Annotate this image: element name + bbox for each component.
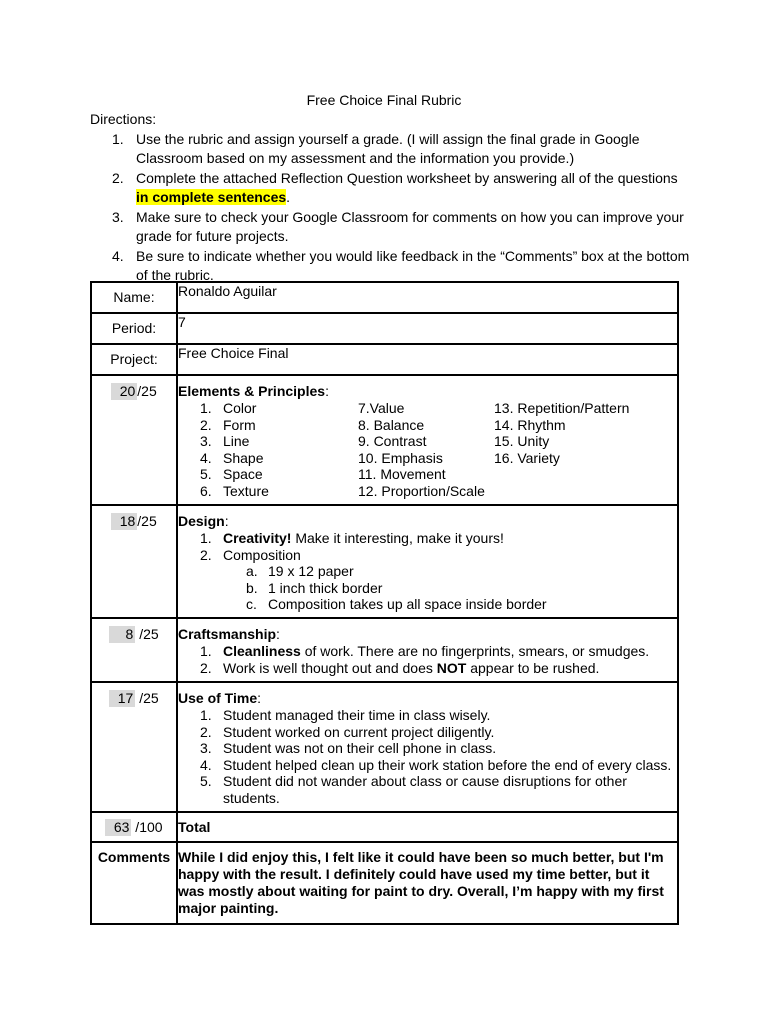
craft-item-text: of work. There are no fingerprints, smears, or smudges. [300, 643, 650, 659]
elements-heading: Elements & Principles [178, 383, 326, 399]
design-sub-list [178, 563, 677, 613]
time-score: 17 [109, 690, 135, 707]
list-item: 5. Space [200, 466, 263, 482]
time-item-text: Student worked on current project diligently. [223, 723, 495, 740]
project-value: Free Choice Final [177, 344, 678, 375]
rubric-table [90, 281, 679, 925]
list-item: 6. Texture [200, 482, 269, 499]
name-label: Name: [91, 282, 177, 313]
total-content [177, 812, 678, 842]
element-item: Space [223, 466, 263, 482]
design-heading-colon: : [224, 513, 229, 529]
list-item: 3. Student was not on their cell phone in class. [200, 740, 497, 756]
principle-item: 11. Movement [358, 466, 446, 482]
elements-grid [178, 400, 677, 499]
list-item: 2. Composition [200, 546, 301, 563]
direction-text: Complete the attached Reflection Question worksheet by answering all of the questions [136, 170, 678, 186]
list-item: 2. Form [200, 416, 256, 433]
list-item: 2. Work is well thought out and does NOT appear to be rushed. [200, 659, 600, 676]
principles-column-1 [358, 400, 494, 499]
element-item: Texture [223, 482, 269, 499]
list-item: 1. Color [200, 400, 257, 416]
craft-score-cell [91, 618, 177, 682]
direction-item [90, 169, 690, 206]
principle-item: 12. Proportion/Scale [358, 482, 485, 499]
time-heading: Use of Time [178, 690, 258, 706]
principle-item: 9. Contrast [358, 433, 427, 449]
design-score: 18 [111, 513, 137, 530]
craft-out-of: /25 [135, 626, 159, 642]
directions-section [90, 111, 690, 286]
list-item: 1. Cleanliness of work. There are no fingerprints, smears, or smudges. [200, 643, 650, 659]
comments-text: While I did enjoy this, I felt like it could have been so much better, but I'm happy with the result. I definitely could have used my time better, but it was mostly about waiting for paint to dry. Overall, I’m happy with my first major painting. [178, 849, 664, 916]
time-item-text: Student was not on their cell phone in class. [223, 740, 497, 756]
design-content [177, 505, 678, 618]
list-item: 1. Student managed their time in class wisely. [200, 707, 491, 723]
directions-list [90, 130, 690, 284]
craft-item-text-end: appear to be rushed. [466, 659, 600, 676]
principle-item: 13. Repetition/Pattern [494, 400, 630, 416]
highlighted-text: in complete sentences [136, 188, 287, 205]
list-item: c. Composition takes up all space inside border [246, 596, 547, 612]
craft-heading: Craftsmanship [178, 626, 277, 642]
principle-item: 10. Emphasis [358, 449, 443, 466]
list-item: 1. Creativity! Make it interesting, make it yours! [200, 530, 504, 546]
principle-item: 7.Value [358, 400, 405, 416]
name-value: Ronaldo Aguilar [177, 282, 678, 313]
time-item-text: Student did not wander about class or cause disruptions for other students. [223, 773, 627, 806]
design-list [178, 530, 677, 563]
elements-list [178, 400, 358, 499]
direction-item [90, 247, 690, 284]
craft-item-bold: Cleanliness [223, 643, 301, 659]
element-item: Line [223, 433, 250, 449]
time-heading-colon: : [257, 690, 261, 706]
elements-row [91, 375, 678, 505]
comments-content [177, 842, 678, 924]
time-item-text: Student managed their time in class wisely. [223, 707, 491, 723]
direction-text-end: . [286, 188, 291, 205]
design-heading: Design [178, 513, 225, 529]
direction-text: Make sure to check your Google Classroom for comments on how you can improve your grade for future projects. [136, 209, 684, 244]
principle-item: 8. Balance [358, 416, 425, 433]
design-row [91, 505, 678, 618]
direction-item [90, 130, 690, 167]
period-row [91, 313, 678, 344]
design-sub-item: Composition takes up all space inside border [268, 596, 547, 612]
elements-content [177, 375, 678, 505]
craft-content [177, 618, 678, 682]
period-value: 7 [177, 313, 678, 344]
project-label: Project: [91, 344, 177, 375]
list-item: 3. Line [200, 433, 250, 449]
craft-row [91, 618, 678, 682]
total-row [91, 812, 678, 842]
element-item: Color [223, 400, 257, 416]
direction-item [90, 208, 690, 245]
element-item: Shape [223, 449, 264, 466]
design-sub-item: 1 inch thick border [268, 579, 383, 596]
total-score-cell [91, 812, 177, 842]
direction-number: 1. [112, 131, 124, 147]
elements-heading-colon: : [325, 383, 329, 399]
elements-score-cell [91, 375, 177, 505]
time-score-cell [91, 682, 177, 812]
design-out-of: /25 [137, 513, 157, 529]
principle-item: 14. Rhythm [494, 416, 566, 433]
direction-text: Use the rubric and assign yourself a grade. (I will assign the final grade in Google Classroom based on my assessment and the information you provide.) [136, 131, 640, 166]
principles-column-2 [494, 400, 654, 499]
comments-row [91, 842, 678, 924]
directions-label: Directions: [90, 111, 157, 127]
principle-item: 16. Variety [494, 449, 560, 466]
craft-item-bold: NOT [436, 659, 467, 676]
time-row [91, 682, 678, 812]
period-label: Period: [91, 313, 177, 344]
list-item: 2. Student worked on current project diligently. [200, 723, 495, 740]
comments-label: Comments [97, 849, 171, 865]
craft-score: 8 [109, 626, 135, 643]
total-score: 63 [105, 819, 131, 836]
principle-item: 15. Unity [494, 433, 550, 449]
element-item: Form [223, 416, 256, 433]
design-score-cell [91, 505, 177, 618]
design-sub-item: 19 x 12 paper [268, 563, 354, 579]
name-row [91, 282, 678, 313]
list-item: 4. Student helped clean up their work station before the end of every class. [200, 756, 672, 773]
elements-out-of: /25 [137, 383, 157, 399]
craft-list [178, 643, 677, 676]
project-row [91, 344, 678, 375]
list-item: b. 1 inch thick border [246, 579, 383, 596]
time-out-of: /25 [135, 690, 159, 706]
direction-number: 4. [112, 248, 124, 264]
time-item-text: Student helped clean up their work station before the end of every class. [223, 756, 672, 773]
design-item-bold: Creativity! [223, 530, 292, 546]
elements-score: 20 [111, 383, 137, 400]
direction-number: 2. [112, 170, 124, 186]
list-item: a. 19 x 12 paper [246, 563, 354, 579]
total-out-of: /100 [131, 818, 163, 835]
time-content [177, 682, 678, 812]
total-label: Total [178, 818, 211, 835]
document-title: Free Choice Final Rubric [306, 92, 462, 108]
list-item: 5. Student did not wander about class or cause disruptions for other students. [200, 773, 627, 806]
list-item: 4. Shape [200, 449, 264, 466]
design-item-text: Make it interesting, make it yours! [291, 530, 504, 546]
direction-number: 3. [112, 209, 124, 225]
design-item-text: Composition [223, 546, 301, 563]
craft-heading-colon: : [276, 626, 280, 642]
direction-text: Be sure to indicate whether you would like feedback in the “Comments” box at the bottom of the rubric. [136, 248, 690, 283]
comments-label-cell [91, 842, 177, 924]
time-list [178, 707, 677, 806]
craft-item-text: Work is well thought out and does [223, 659, 437, 676]
